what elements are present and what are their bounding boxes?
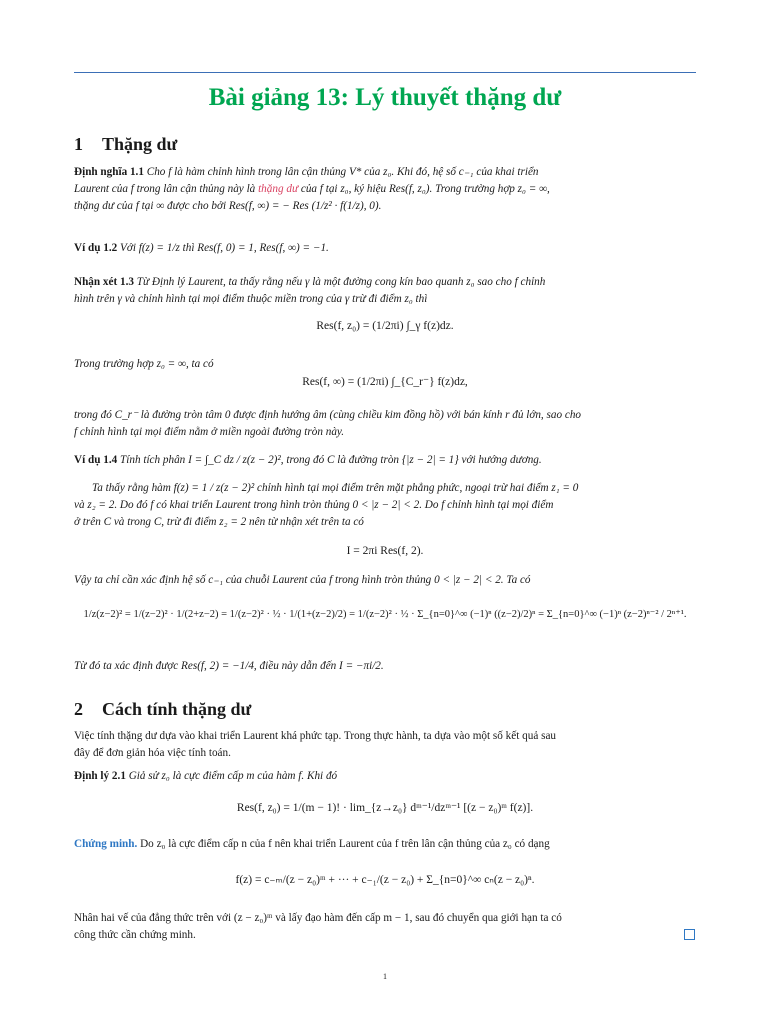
- definition-text: thặng dư của f tại ∞ được cho bởi Res(f, ∞) = − Res (1/z² · f(1/z), 0).: [74, 200, 382, 212]
- section-heading-2: [74, 699, 251, 720]
- formula-i-equals: I = 2πi Res(f, 2).: [346, 545, 424, 557]
- formula-residue-integral: Res(f, z₀) = (1/2πi) ∫_γ f(z)dz.: [316, 320, 454, 332]
- formula-laurent-pole: f(z) = c₋ₘ/(z − z₀)ᵐ + ··· + c₋₁/(z − z₀) + Σ_{n=0}^∞ cₙ(z − z₀)ⁿ.: [235, 874, 535, 886]
- theorem-text: Giả sử z₀ là cực điểm cấp m của hàm f. Khi đó: [128, 770, 338, 782]
- residue-link[interactable]: thặng dư: [258, 183, 299, 195]
- proof-label: Chứng minh.: [74, 838, 138, 850]
- example-label: Ví dụ 1.2: [74, 242, 118, 254]
- remark-1-3: [74, 274, 696, 308]
- example-text: Với f(z) = 1/z thì Res(f, 0) = 1, Res(f, ∞) = −1.: [120, 242, 329, 254]
- definition-text: của f tại z₀, ký hiệu Res(f, z₀). Trong trường hợp z₀ = ∞,: [298, 183, 550, 195]
- formula-residue-pole: Res(f, z₀) = 1/(m − 1)! · lim_{z→z₀} dᵐ⁻¹/dzᵐ⁻¹ [(z − z₀)ᵐ f(z)].: [236, 802, 534, 814]
- example-label: Ví dụ 1.4: [74, 454, 118, 466]
- remark-text: Từ Định lý Laurent, ta thấy rằng nếu γ là một đường cong kín bao quanh z₀ sao cho f chỉnh: [136, 276, 546, 288]
- page-title: Bài giảng 13: Lý thuyết thặng dư: [208, 84, 562, 111]
- remark-text: hình trên γ và chỉnh hình tại mọi điểm thuộc miền trong của γ trừ đi điểm z₀ thì: [74, 293, 428, 305]
- proof-text: Do z₀ là cực điểm cấp n của f nên khai triển Laurent của f trên lân cận thủng của z₀ có dạng: [140, 838, 550, 850]
- proof-text: công thức cần chứng minh.: [74, 929, 196, 941]
- theorem-label: Định lý 2.1: [74, 770, 126, 782]
- qed-box-icon: [684, 929, 695, 940]
- example-1-4: [74, 452, 696, 469]
- proof-conclusion: [74, 910, 696, 944]
- remark-text: f chỉnh hình tại mọi điểm nằm ở miền ngoài đường tròn này.: [74, 426, 345, 438]
- remark-label: Nhận xét 1.3: [74, 276, 134, 288]
- remark-text: Trong trường hợp z₀ = ∞, ta có: [74, 358, 214, 370]
- example-text: ở trên C và trong C, trừ đi điểm z₂ = 2 nên từ nhận xét trên ta có: [74, 516, 364, 528]
- example-text: Vậy ta chỉ cần xác định hệ số c₋₁ của chuỗi Laurent của f trong hình tròn thủng 0 < |z − 2| < 2. Ta có: [74, 574, 531, 586]
- definition-text: Laurent của f trong lân cận thủng này là: [74, 183, 259, 195]
- top-rule: [74, 72, 696, 73]
- page-number: 1: [383, 972, 387, 981]
- remark-text: trong đó C_r⁻ là đường tròn tâm 0 được định hướng âm (cùng chiều kim đồng hồ) với bán kính r đủ lớn, sao cho: [74, 409, 582, 421]
- theorem-2-1: [74, 768, 696, 785]
- example-text: Tính tích phân I = ∫_C dz / z(z − 2)², trong đó C là đường tròn {|z − 2| = 1} với hướng dương.: [120, 454, 542, 466]
- formula-laurent-expansion: 1/z(z−2)² = 1/(z−2)² · 1/(2+z−2) = 1/(z−2)² · ½ · 1/(1+(z−2)/2) = 1/(z−2)² · ½ · Σ_{n=0}^∞ (−1)ⁿ ((z−2)/2)ⁿ = Σ_{n=0}^∞ (−1)ⁿ (z−2)ⁿ⁻² / 2ⁿ⁺¹.: [83, 609, 687, 620]
- definition-1-1: [74, 164, 696, 215]
- example-text: Ta thấy rằng hàm f(z) = 1 / z(z − 2)² chỉnh hình tại mọi điểm trên mặt phẳng phức, ngoại trừ hai điểm z₁ = 0: [92, 482, 579, 494]
- example-conclusion: Từ đó ta xác định được Res(f, 2) = −1/4, điều này dẫn đến I = −πi/2.: [74, 660, 384, 672]
- section-number: 1: [74, 134, 83, 154]
- example-1-4-body: [74, 480, 696, 531]
- formula-residue-infinity: Res(f, ∞) = (1/2πi) ∫_{C_r⁻} f(z)dz,: [302, 376, 468, 388]
- proof-paragraph: [74, 836, 696, 853]
- definition-label: Định nghĩa 1.1: [74, 166, 144, 178]
- example-text: và z₂ = 2. Do đó f có khai triển Laurent trong hình tròn thủng 0 < |z − 2| < 2. Do f chỉnh hình tại mọi điểm: [74, 499, 554, 511]
- intro-text: Việc tính thặng dư dựa vào khai triển Laurent khá phức tạp. Trong thực hành, ta dựa vào một số kết quả sau: [74, 730, 557, 742]
- example-1-2: [74, 240, 696, 257]
- section-heading-1: [74, 134, 177, 155]
- section-2-intro: [74, 728, 696, 762]
- definition-text: Cho f là hàm chỉnh hình trong lân cận thủng V* của z₀. Khi đó, hệ số c₋₁ của khai triển: [146, 166, 539, 178]
- document-page: [74, 0, 696, 1024]
- section-title: Cách tính thặng dư: [102, 699, 252, 719]
- intro-text: đây để đơn giản hóa việc tính toán.: [74, 747, 231, 759]
- proof-text: Nhân hai vế của đẳng thức trên với (z − z₀)ᵐ và lấy đạo hàm đến cấp m − 1, sau đó chuyển qua giới hạn ta có: [74, 912, 562, 924]
- section-title: Thặng dư: [102, 134, 178, 154]
- section-number: 2: [74, 699, 83, 719]
- remark-text-tail: [74, 407, 696, 441]
